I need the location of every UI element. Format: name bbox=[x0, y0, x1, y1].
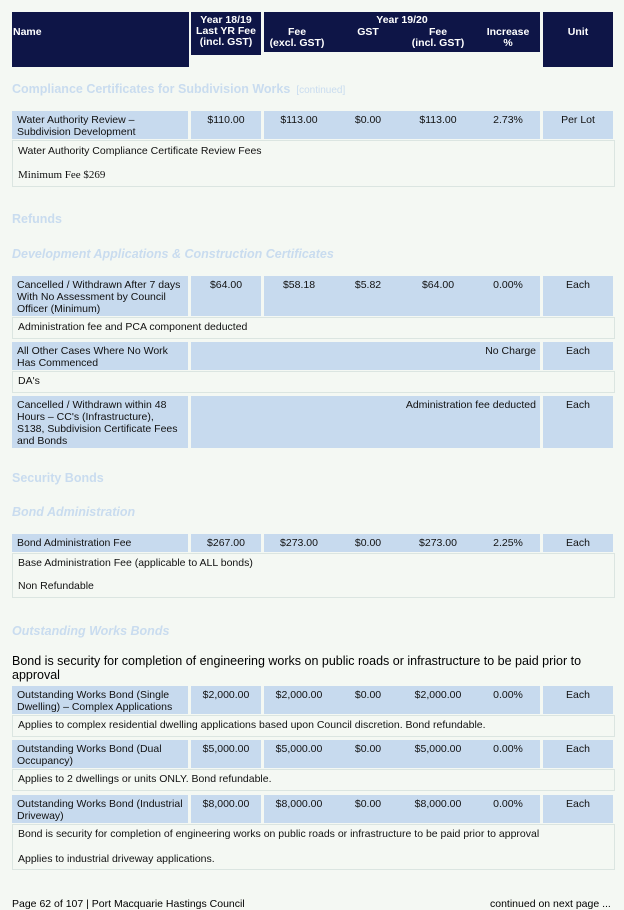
row-last-fee: $5,000.00 bbox=[191, 740, 261, 768]
row-current-group: $58.18 $5.82 $64.00 0.00% bbox=[264, 276, 540, 316]
row-note-bond-admin: Base Administration Fee (applicable to ALL bonds) Non Refundable bbox=[12, 553, 615, 598]
row-last-fee: $64.00 bbox=[191, 276, 261, 316]
table-header bbox=[12, 12, 613, 54]
row-note-single-dwelling: Applies to complex residential dwelling applications based upon Council discretion. Bond refundable. bbox=[12, 715, 615, 737]
row-unit: Each bbox=[543, 276, 613, 316]
row-last-fee: $2,000.00 bbox=[191, 686, 261, 714]
row-span-value: No Charge bbox=[191, 342, 540, 370]
row-name: Cancelled / Withdrawn After 7 days With No Assessment by Council Officer (Minimum) bbox=[12, 276, 188, 316]
section-compliance: Compliance Certificates for Subdivision Works [continued] bbox=[12, 82, 346, 96]
row-current-group: $273.00 $0.00 $273.00 2.25% bbox=[264, 534, 540, 552]
row-last-fee: $110.00 bbox=[191, 111, 261, 139]
row-unit: Per Lot bbox=[543, 111, 613, 139]
section-outstanding-works: Outstanding Works Bonds bbox=[12, 624, 170, 638]
header-gst: GST bbox=[357, 26, 379, 38]
row-name: Outstanding Works Bond (Industrial Driveway) bbox=[12, 795, 188, 823]
row-name: Water Authority Review – Subdivision Development bbox=[12, 111, 188, 139]
row-name: All Other Cases Where No Work Has Commenced bbox=[12, 342, 188, 370]
row-unit: Each bbox=[543, 686, 613, 714]
row-note-water: Water Authority Compliance Certificate Review Fees Minimum Fee $269 bbox=[12, 140, 615, 187]
section-refunds: Refunds bbox=[12, 212, 62, 226]
row-name: Outstanding Works Bond (Single Dwelling) – Complex Applications bbox=[12, 686, 188, 714]
row-last-fee: $267.00 bbox=[191, 534, 261, 552]
header-increase: Increase % bbox=[486, 26, 530, 49]
row-name: Bond Administration Fee bbox=[12, 534, 188, 552]
header-fee-excl: Fee (excl. GST) bbox=[269, 26, 325, 49]
row-current-group: $5,000.00 $0.00 $5,000.00 0.00% bbox=[264, 740, 540, 768]
row-name: Cancelled / Withdrawn within 48 Hours – CC's (Infrastructure), S138, Subdivision Certificate Fees and Bonds bbox=[12, 396, 188, 448]
row-note-all-other-cases: DA's bbox=[12, 371, 615, 393]
row-unit: Each bbox=[543, 534, 613, 552]
row-unit: Each bbox=[543, 396, 613, 448]
header-last-yr: Year 18/19 Last YR Fee (incl. GST) bbox=[191, 12, 261, 55]
header-fee-incl: Fee (incl. GST) bbox=[411, 26, 465, 49]
row-current-group: $2,000.00 $0.00 $2,000.00 0.00% bbox=[264, 686, 540, 714]
row-name: Outstanding Works Bond (Dual Occupancy) bbox=[12, 740, 188, 768]
row-note-industrial-driveway: Bond is security for completion of engineering works on public roads or infrastructure to be paid prior to approval Applies to industrial driveway applications. bbox=[12, 824, 615, 870]
row-current-group: $8,000.00 $0.00 $8,000.00 0.00% bbox=[264, 795, 540, 823]
section-security-bonds: Security Bonds bbox=[12, 471, 104, 485]
row-last-fee: $8,000.00 bbox=[191, 795, 261, 823]
row-note-cancel-7-days: Administration fee and PCA component deducted bbox=[12, 317, 615, 339]
row-unit: Each bbox=[543, 795, 613, 823]
header-unit: Unit bbox=[543, 12, 613, 67]
row-unit: Each bbox=[543, 342, 613, 370]
footer-continued: continued on next page ... bbox=[490, 898, 611, 910]
row-current-group: $113.00 $0.00 $113.00 2.73% bbox=[264, 111, 540, 139]
footer-page-info: Page 62 of 107 | Port Macquarie Hastings Council bbox=[12, 898, 245, 910]
bond-intro-text: Bond is security for completion of engineering works on public roads or infrastructure to be paid prior to approval bbox=[12, 654, 582, 682]
row-unit: Each bbox=[543, 740, 613, 768]
header-year-19-20: Year 19/20 Fee (excl. GST) GST Fee (incl. GST) Increase % bbox=[264, 12, 540, 52]
section-bond-admin: Bond Administration bbox=[12, 505, 136, 519]
row-note-dual-occupancy: Applies to 2 dwellings or units ONLY. Bond refundable. bbox=[12, 769, 615, 791]
row-span-value: Administration fee deducted bbox=[191, 396, 540, 448]
section-dev-apps: Development Applications & Construction Certificates bbox=[12, 247, 334, 261]
header-name: Name bbox=[12, 12, 189, 67]
